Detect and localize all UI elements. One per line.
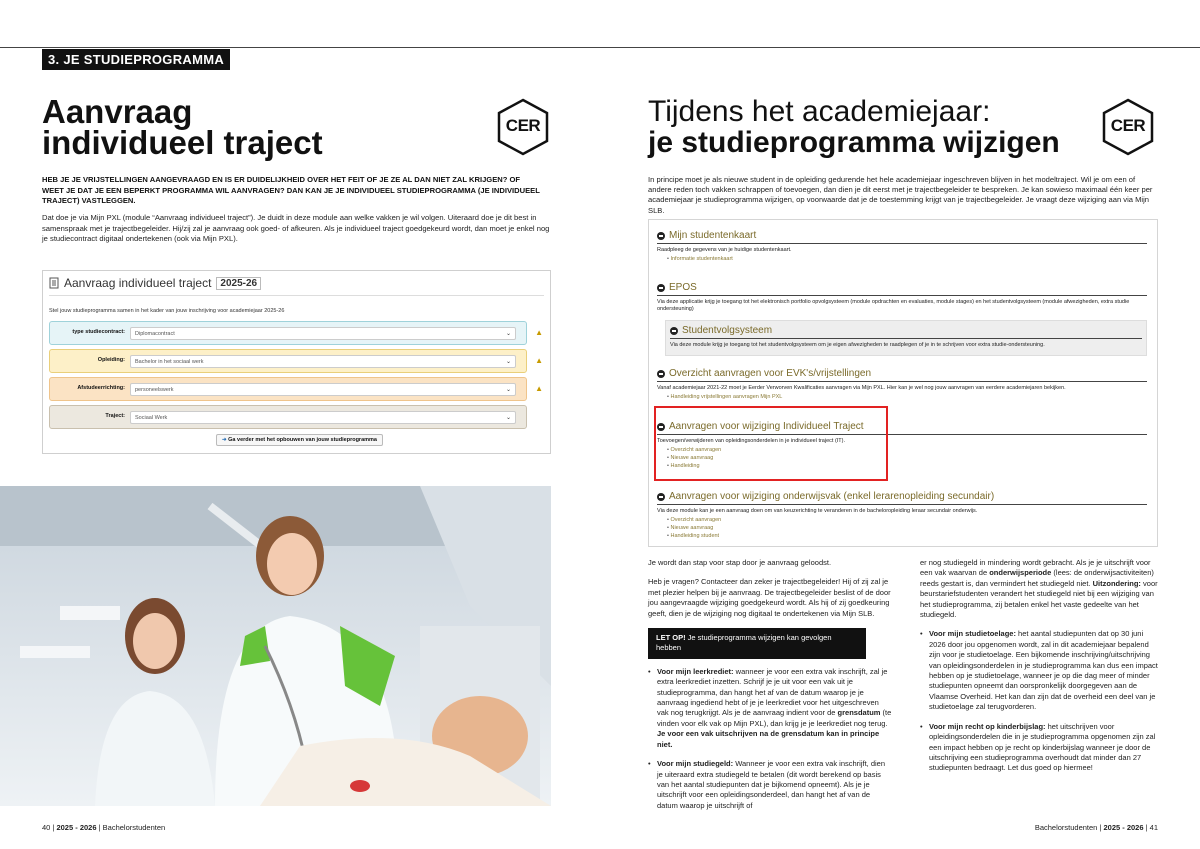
arrow-circle-icon: [657, 232, 665, 240]
form-title-text: Aanvraag individueel traject: [64, 276, 212, 290]
paragraph: [920, 558, 1160, 620]
portal-section-studentenkaart: [657, 230, 1147, 263]
chevron-down-icon: ⌄: [505, 415, 511, 421]
footer-year: 2025 - 2026: [1103, 823, 1144, 832]
bullet-emphasis: Je voor een vak uitschrijven na de grensdatum kan in principe niet.: [657, 729, 880, 749]
cer-badge-icon: [496, 98, 550, 156]
portal-section-desc: Vanaf academiejaar 2021-22 moet je Eerder Verworven Kwalificaties aanvragen via Mijn PXL. Hier kan je wel nog jouw aanvragen van eerdere academiejaren bekijken.: [657, 385, 1066, 391]
form-label: Opleiding:: [97, 357, 125, 363]
portal-link[interactable]: • Handleiding: [667, 462, 1147, 470]
bullet-kinderbijslag: [920, 722, 1160, 774]
right-title-light: Tijdens het academiejaar:: [648, 95, 991, 128]
nursing-students-photo: [0, 486, 551, 806]
portal-section-title[interactable]: EPOS: [669, 282, 697, 293]
footer-right: Bachelorstudenten | 2025 - 2026 | 41: [1034, 823, 1158, 832]
cer-badge-text: CER: [505, 116, 541, 135]
continue-button[interactable]: [216, 434, 383, 446]
arrow-circle-icon: [657, 370, 665, 378]
right-title-heavy: je studieprogramma wijzigen: [648, 126, 1060, 159]
bullet-leerkrediet: [648, 667, 892, 750]
form-row-afstudeerrichting: [49, 377, 543, 401]
bullet-text: Wanneer je voor een extra vak inschrijft, dien je uiteraard extra studiegeld te betalen (dit wordt berekend op basis van het aantal studiepunten dat je bijkomend opneemt). Als je je uitschrijft voor een opleidingsonderdeel, dan hangt het af van de datum waarop je uitschrijft of: [657, 759, 886, 810]
right-page-title: [648, 96, 1060, 158]
form-year: 2025-26: [216, 277, 261, 290]
form-row-contract: [49, 321, 543, 345]
bullet-heading: Voor mijn studietoelage:: [929, 629, 1016, 639]
bullet-heading: Voor mijn leerkrediet:: [657, 666, 734, 676]
portal-section-desc: Via deze applicatie krijg je toegang tot het elektronisch portfolio opvolgsysteem (module opdrachten en evaluaties, module stages) en het studentvolgsysteem (module afwezigheden, extra studie ondersteuning): [657, 299, 1130, 312]
portal-section-desc: Raadpleeg de gegevens van je huidige studentenkaart.: [657, 247, 792, 253]
arrow-circle-icon: [670, 327, 678, 335]
portal-link[interactable]: • Informatie studentenkaart: [667, 255, 1147, 263]
right-intro-paragraph: In principe moet je als nieuwe student in de opleiding gedurende het hele academiejaar ingeschreven blijven in het modeltraject. Wil je om een of andere reden toch vakken schrappen of toevoegen, dan dien je dit eerst met je trajectbegeleider te bespreken. Je kan sowieso maximaal één keer per academiejaar je studieprogramma wijzigen, op voorwaarde dat je de toestemming krijgt van je trajectbegeleider. Je vraagt deze wijziging aan via Mijn SLB.: [648, 175, 1153, 215]
select-value: Bachelor in het sociaal werk: [135, 359, 204, 365]
portal-section-onderwijsvak: [657, 491, 1147, 540]
warning-text: Je studieprogramma wijzigen kan gevolgen hebben: [656, 633, 832, 653]
opleiding-select[interactable]: [130, 355, 516, 368]
chevron-down-icon: ⌄: [505, 331, 511, 337]
left-page-title: [42, 93, 323, 161]
afstudeerrichting-select[interactable]: [130, 383, 516, 396]
portal-section-studentvolgsysteem: [665, 320, 1147, 356]
cer-badge-icon: [1101, 98, 1155, 156]
footer-page-number: 40: [42, 823, 51, 832]
form-label: Afstudeerrichting:: [77, 385, 125, 391]
right-column-2: [920, 558, 1160, 783]
portal-section-evk: [657, 368, 1147, 401]
cer-badge-text: CER: [1110, 116, 1146, 135]
top-rule: [0, 47, 1200, 48]
portal-section-title[interactable]: Aanvragen voor wijziging Individueel Traject: [669, 421, 864, 432]
portal-section-desc: Toevoegen/verwijderen van opleidingsonderdelen in je individueel traject (IT).: [657, 438, 846, 444]
traject-select[interactable]: [130, 411, 516, 424]
select-value: personeelswerk: [135, 387, 174, 393]
portal-link[interactable]: • Handleiding vrijstellingen aanvragen Mijn PXL: [667, 393, 1147, 401]
portal-link[interactable]: • Overzicht aanvragen: [667, 446, 1147, 454]
emphasis: onderwijsperiode: [989, 568, 1052, 578]
left-intro-paragraph: Dat doe je via Mijn PXL (module “Aanvraag individueel traject”). Je duidt in deze module aan welke vakken je wil volgen. Uiteraard doe je dit best in samenspraak met je trajectbegeleider. Hij/zij zal je aanvraag ook goed- of afkeuren. Als je individueel traject goedgekeurd wordt, dan moet je enkel nog je studiecontract digitaal ondertekenen (ook via Mijn PXL).: [42, 213, 550, 244]
form-divider: [49, 295, 544, 296]
chevron-down-icon: ⌄: [505, 359, 511, 365]
form-row-traject: [49, 405, 527, 429]
form-row-opleiding: [49, 349, 543, 373]
document-icon: [49, 277, 59, 289]
arrow-right-icon: ➜: [222, 437, 229, 443]
form-screenshot: [42, 270, 551, 454]
bell-icon: ▲: [535, 356, 543, 365]
highlight-box: [654, 406, 888, 481]
portal-link[interactable]: • Nieuwe aanvraag: [667, 454, 1147, 462]
bullet-studiegeld: [648, 759, 892, 811]
footer-page-number: 41: [1149, 823, 1158, 832]
form-note: Stel jouw studieprogramma samen in het kader van jouw inschrijving voor academiejaar 2025-26: [49, 308, 285, 314]
portal-link[interactable]: • Nieuwe aanvraag: [667, 524, 1147, 532]
portal-link[interactable]: • Handleiding student: [667, 532, 1147, 540]
bullet-studietoelage: [920, 629, 1160, 712]
footer-label: Bachelorstudenten: [102, 823, 166, 832]
form-label: Traject:: [105, 413, 125, 419]
portal-section-desc: Via deze module krijg je toegang tot het studentvolgsysteem om je eigen afwezigheden te raadplegen of je in te schrijven voor extra studie-ondersteuning.: [670, 342, 1045, 348]
warning-banner: [648, 628, 866, 659]
chevron-down-icon: ⌄: [505, 387, 511, 393]
paragraph: Heb je vragen? Contacteer dan zeker je trajectbegeleider! Hij of zij zal je met plezier helpen bij je aanvraag. De trajectbegeleider beslist of de door jou aangevraagde wijziging goedgekeurd wordt. Als hij of zij goedkeuring geeft, dien je de wijziging nog digitaal te ondertekenen via Mijn SLB.: [648, 577, 891, 618]
emphasis: Uitzondering:: [1092, 578, 1141, 588]
portal-section-title[interactable]: Aanvragen voor wijziging onderwijsvak (enkel lerarenopleiding secundair): [669, 491, 995, 502]
arrow-circle-icon: [657, 284, 665, 292]
bullet-heading: Voor mijn studiegeld:: [657, 759, 734, 769]
text: (lees: de onderwijsactiviteiten) reeds gestart is, dan vermindert het studiegeld niet.: [920, 568, 1154, 588]
select-value: Diplomacontract: [135, 331, 175, 337]
bullet-text: het uitschrijven voor opleidingsonderdelen die in je studieprogramma opgenomen zijn zal een impact hebben op je recht op kinderbijslag wanneer je door de uitschrijving een studieprogramma overhoudt dat minder dan 27 studiepunten bedraagt. Let dus goed op hiermee!: [929, 721, 1156, 773]
paragraph: Je wordt dan stap voor stap door je aanvraag geloodst.: [648, 558, 832, 567]
arrow-circle-icon: [657, 493, 665, 501]
warning-bold: LET OP!: [656, 633, 686, 643]
portal-section-title[interactable]: Studentvolgsysteem: [682, 325, 773, 336]
portal-section-epos: [657, 282, 1147, 313]
bell-icon: ▲: [535, 328, 543, 337]
portal-screenshot: [648, 219, 1158, 547]
bullet-emphasis: grensdatum: [837, 708, 881, 718]
bullet-heading: Voor mijn recht op kinderbijslag:: [929, 721, 1046, 731]
footer-left: 40 | 2025 - 2026 | Bachelorstudenten: [42, 823, 166, 832]
contract-select[interactable]: [130, 327, 516, 340]
bullet-text: wanneer je voor een extra vak inschrijft, zal je extra leerkrediet inzetten. Schrijf je je uit voor een vak uit je studieprogramma, dan hangt het af van de datum waarop je je aanvraag ingediend hebt of je je leerkrediet voor het uitgeschreven vak nog terugkrijgt. Als je de aanvraag indient voor de: [657, 666, 888, 718]
portal-section-title[interactable]: Overzicht aanvragen voor EVK's/vrijstellingen: [669, 368, 872, 379]
portal-link[interactable]: • Overzicht aanvragen: [667, 516, 1147, 524]
footer-year: 2025 - 2026: [56, 823, 97, 832]
right-column-1: [648, 558, 892, 820]
select-value: Sociaal Werk: [135, 415, 168, 421]
bullet-text: het aantal studiepunten dat op 30 juni 2026 door jou opgenomen wordt, zal in dit academiejaar bepalend zijn voor je studietoelage. Een bijkomende inschrijving/uitschrijving van opleidingsonderdelen in je studieprogramma kan dus een impact hebben op je studietoelage, wanneer je op die dag meer of minder studiepunten opneemt dan oorspronkelijk doorgegeven aan de Vlaamse Overheid. Het kan dan zijn dat de overheid een deel van je studietoelage zal terugvorderen.: [929, 629, 1158, 712]
left-title-line1: Aanvraag: [42, 93, 193, 130]
text: er nog studiegeld in mindering wordt gebracht. Als je je uitschrijft voor een vak waarvan de: [920, 558, 1151, 578]
section-label: 3. JE STUDIEPROGRAMMA: [42, 49, 230, 70]
left-title-line2: individueel traject: [42, 124, 323, 161]
portal-section-title[interactable]: Mijn studentenkaart: [669, 230, 757, 241]
bell-icon: ▲: [535, 384, 543, 393]
continue-button-label: Ga verder met het opbouwen van jouw studieprogramma: [228, 437, 377, 443]
text: voor beurstariefstudenten verandert het studiegeld niet bij een wijziging van het studieprogramma, zij betalen enkel het vaste gedeelte van het studiegeld.: [920, 578, 1158, 620]
form-title: [49, 276, 261, 290]
form-label: type studiecontract:: [72, 329, 125, 335]
portal-section-desc: Via deze module kan je een aanvraag doen om van keuzerichting te veranderen in de bacheloropleiding leraar secundair onderwijs.: [657, 508, 978, 514]
left-intro-bold: HEB JE JE VRIJSTELLINGEN AANGEVRAAGD EN IS ER DUIDELIJKHEID OVER HET FEIT OF JE ZE AL DAN NIET ZAL KRIJGEN? OF WEET JE DAT JE EEN BEPERKT PROGRAMMA WIL AANVRAGEN? DAN KAN JE JE INDIVIDUEEL STUDIEPROGRAMMA (JE INDIVIDUEEL TRAJECT) VASTLEGGEN.: [42, 175, 540, 205]
footer-label: Bachelorstudenten: [1034, 823, 1098, 832]
bullet-text: (te vinden voor elk vak op Mijn PXL), dan krijg je je leerkrediet nog terug.: [657, 708, 892, 728]
